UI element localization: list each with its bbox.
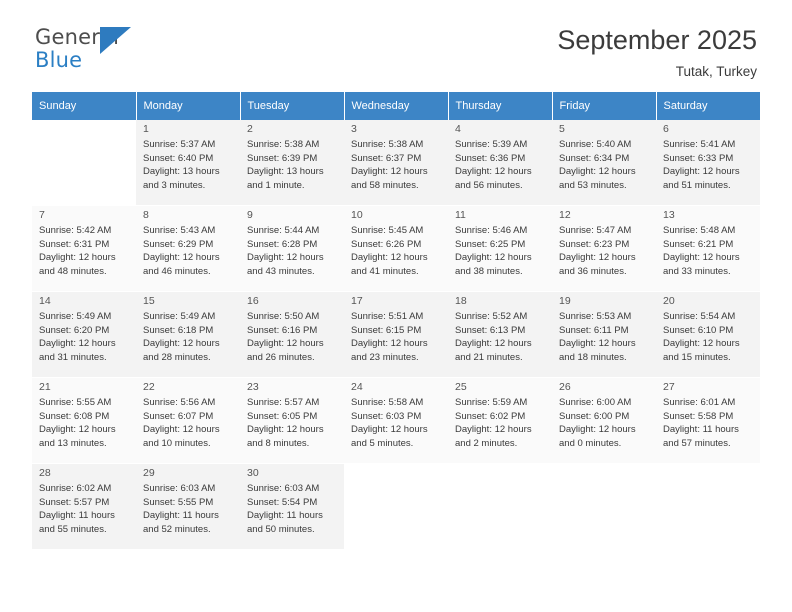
day-info-line: Sunrise: 5:43 AM [143, 225, 216, 237]
day-info [351, 224, 442, 278]
day-info-line: Daylight: 12 hours [351, 338, 428, 350]
day-info [39, 310, 130, 364]
day-info [247, 396, 338, 450]
day-info [351, 310, 442, 364]
day-info-line: and 15 minutes. [663, 351, 731, 363]
logo-text-general: General [35, 25, 120, 49]
day-number: 18 [455, 295, 467, 307]
calendar-empty-cell [32, 120, 136, 206]
day-info [559, 396, 650, 450]
day-number: 5 [559, 123, 565, 135]
day-info-line: Sunset: 6:34 PM [559, 152, 630, 164]
calendar-day-cell[interactable] [240, 464, 344, 550]
calendar-empty-cell [344, 464, 448, 550]
day-info-line: Sunrise: 5:44 AM [247, 225, 320, 237]
weekday-tuesday: Tuesday [240, 92, 344, 120]
day-info [663, 138, 754, 192]
day-info-line: and 43 minutes. [247, 265, 315, 277]
day-info-line: Sunrise: 6:00 AM [559, 397, 632, 409]
day-info-line: Sunrise: 5:41 AM [663, 139, 736, 151]
weekday-header-row [32, 92, 760, 120]
day-info-line: Sunrise: 5:59 AM [455, 397, 528, 409]
calendar-day-cell[interactable] [448, 120, 552, 206]
title-block [557, 24, 757, 82]
day-number: 22 [143, 381, 155, 393]
calendar-table [32, 92, 760, 550]
day-info-line: Sunrise: 5:38 AM [247, 139, 320, 151]
calendar-day-cell[interactable] [240, 378, 344, 464]
day-info-line: Sunset: 5:57 PM [39, 496, 110, 508]
day-number: 27 [663, 381, 675, 393]
day-info-line: and 1 minute. [247, 179, 305, 191]
day-number: 16 [247, 295, 259, 307]
day-info-line: and 13 minutes. [39, 437, 107, 449]
calendar-day-cell[interactable] [656, 292, 760, 378]
day-info-line: Sunset: 6:29 PM [143, 238, 214, 250]
day-info-line: Sunset: 6:40 PM [143, 152, 214, 164]
day-info-line: Sunrise: 5:55 AM [39, 397, 112, 409]
weekday-friday: Friday [552, 92, 656, 120]
day-info-line: Sunset: 6:11 PM [559, 324, 629, 336]
day-info-line: Sunset: 6:13 PM [455, 324, 526, 336]
day-info-line: and 51 minutes. [663, 179, 731, 191]
day-info-line: Daylight: 11 hours [663, 424, 739, 436]
day-info [247, 138, 338, 192]
day-info [39, 224, 130, 278]
day-info-line: Sunrise: 6:02 AM [39, 483, 112, 495]
page-title: September 2025 [557, 25, 757, 55]
day-info-line: Sunset: 6:07 PM [143, 410, 214, 422]
day-info [247, 224, 338, 278]
day-info-line: and 8 minutes. [247, 437, 310, 449]
day-info-line: and 23 minutes. [351, 351, 419, 363]
day-info-line: Sunrise: 5:52 AM [455, 311, 528, 323]
calendar-day-cell[interactable] [32, 464, 136, 550]
day-info-line: Daylight: 12 hours [559, 252, 636, 264]
calendar-day-cell[interactable] [136, 378, 240, 464]
day-info-line: Sunrise: 5:49 AM [39, 311, 112, 323]
day-info [663, 224, 754, 278]
day-info-line: Daylight: 12 hours [247, 424, 324, 436]
day-info-line: Daylight: 12 hours [559, 166, 636, 178]
calendar-day-cell[interactable] [448, 378, 552, 464]
day-info-line: and 53 minutes. [559, 179, 627, 191]
day-info-line: Sunset: 6:21 PM [663, 238, 734, 250]
day-info-line: Daylight: 12 hours [39, 338, 116, 350]
calendar-day-cell[interactable] [136, 206, 240, 292]
day-info-line: Sunset: 6:39 PM [247, 152, 318, 164]
day-info [143, 224, 234, 278]
day-info-line: Sunrise: 5:40 AM [559, 139, 632, 151]
day-number: 17 [351, 295, 363, 307]
day-info [455, 138, 546, 192]
day-number: 1 [143, 123, 149, 135]
day-number: 15 [143, 295, 155, 307]
calendar-empty-cell [656, 464, 760, 550]
day-info-line: Sunrise: 5:51 AM [351, 311, 424, 323]
calendar-empty-cell [448, 464, 552, 550]
day-info-line: Sunset: 6:10 PM [663, 324, 734, 336]
day-number: 24 [351, 381, 363, 393]
day-number: 6 [663, 123, 669, 135]
day-info [663, 396, 754, 450]
day-info-line: Daylight: 12 hours [351, 424, 428, 436]
day-info-line: Sunrise: 5:38 AM [351, 139, 424, 151]
day-info-line: Sunset: 5:58 PM [663, 410, 734, 422]
day-info-line: Daylight: 12 hours [663, 252, 740, 264]
day-info-line: Sunset: 6:33 PM [663, 152, 734, 164]
day-info-line: and 21 minutes. [455, 351, 523, 363]
calendar-day-cell[interactable] [656, 378, 760, 464]
day-number: 12 [559, 209, 571, 221]
day-info-line: Sunset: 6:00 PM [559, 410, 630, 422]
day-number: 20 [663, 295, 675, 307]
day-info-line: Sunset: 6:05 PM [247, 410, 318, 422]
day-info-line: Sunset: 6:28 PM [247, 238, 318, 250]
day-info-line: Daylight: 12 hours [247, 252, 324, 264]
day-number: 26 [559, 381, 571, 393]
calendar-day-cell[interactable] [240, 120, 344, 206]
day-info-line: Sunrise: 5:46 AM [455, 225, 528, 237]
day-number: 23 [247, 381, 259, 393]
day-info-line: and 52 minutes. [143, 523, 211, 535]
day-info-line: Sunset: 6:25 PM [455, 238, 526, 250]
calendar-week-row [32, 206, 760, 292]
day-info-line: Sunrise: 5:57 AM [247, 397, 320, 409]
day-info-line: and 18 minutes. [559, 351, 627, 363]
calendar-day-cell[interactable] [552, 120, 656, 206]
day-info-line: Sunrise: 5:58 AM [351, 397, 424, 409]
day-info [143, 138, 234, 192]
day-info-line: Daylight: 12 hours [455, 252, 532, 264]
day-info [559, 138, 650, 192]
day-info-line: Daylight: 12 hours [143, 338, 220, 350]
calendar-day-cell[interactable] [344, 206, 448, 292]
day-info-line: and 33 minutes. [663, 265, 731, 277]
calendar-day-cell[interactable] [552, 206, 656, 292]
calendar-day-cell[interactable] [656, 206, 760, 292]
day-info-line: and 46 minutes. [143, 265, 211, 277]
day-info-line: and 57 minutes. [663, 437, 731, 449]
day-number: 10 [351, 209, 363, 221]
day-number: 28 [39, 467, 51, 479]
calendar-day-cell[interactable] [32, 292, 136, 378]
weekday-monday: Monday [136, 92, 240, 120]
calendar-week-row [32, 378, 760, 464]
day-info [663, 310, 754, 364]
day-info-line: Sunrise: 5:37 AM [143, 139, 216, 151]
day-info-line: Sunrise: 5:54 AM [663, 311, 736, 323]
day-info-line: Sunrise: 5:50 AM [247, 311, 320, 323]
day-number: 14 [39, 295, 51, 307]
calendar-day-cell[interactable] [136, 120, 240, 206]
day-info-line: Daylight: 13 hours [247, 166, 324, 178]
logo-flag-icon [100, 27, 131, 54]
day-info-line: Sunset: 6:15 PM [351, 324, 422, 336]
day-info-line: Sunrise: 5:42 AM [39, 225, 112, 237]
calendar-day-cell[interactable] [32, 378, 136, 464]
day-info-line: Sunrise: 5:45 AM [351, 225, 424, 237]
day-info-line: Daylight: 12 hours [455, 424, 532, 436]
calendar-day-cell[interactable] [32, 206, 136, 292]
day-info-line: Daylight: 12 hours [663, 166, 740, 178]
day-number: 30 [247, 467, 259, 479]
calendar-day-cell[interactable] [344, 292, 448, 378]
day-info [143, 310, 234, 364]
day-info-line: Daylight: 13 hours [143, 166, 220, 178]
page-header [32, 0, 760, 92]
day-info-line: Sunset: 6:03 PM [351, 410, 422, 422]
day-info-line: Daylight: 12 hours [559, 338, 636, 350]
day-info-line: Sunset: 6:18 PM [143, 324, 214, 336]
day-info-line: and 48 minutes. [39, 265, 107, 277]
day-number: 11 [455, 209, 466, 221]
day-info-line: and 3 minutes. [143, 179, 206, 191]
day-info [455, 224, 546, 278]
calendar-day-cell[interactable] [136, 292, 240, 378]
calendar-day-cell[interactable] [448, 292, 552, 378]
day-number: 4 [455, 123, 461, 135]
day-number: 19 [559, 295, 571, 307]
page-subtitle: Tutak, Turkey [675, 64, 757, 79]
day-info [39, 396, 130, 450]
day-info-line: Daylight: 12 hours [247, 338, 324, 350]
day-number: 7 [39, 209, 45, 221]
logo-text-blue: Blue [35, 48, 83, 72]
day-info-line: and 55 minutes. [39, 523, 107, 535]
day-info-line: Sunrise: 6:01 AM [663, 397, 736, 409]
day-info-line: Sunset: 6:20 PM [39, 324, 110, 336]
day-info-line: Daylight: 12 hours [39, 424, 116, 436]
day-info [39, 482, 130, 536]
day-info-line: Sunset: 6:08 PM [39, 410, 110, 422]
day-info [247, 310, 338, 364]
day-number: 25 [455, 381, 467, 393]
calendar-day-cell[interactable] [448, 206, 552, 292]
day-info [351, 396, 442, 450]
day-info-line: Sunrise: 6:03 AM [247, 483, 320, 495]
calendar-body [32, 120, 760, 550]
weekday-sunday: Sunday [32, 92, 136, 120]
day-number: 13 [663, 209, 675, 221]
day-number: 29 [143, 467, 155, 479]
calendar-day-cell[interactable] [552, 378, 656, 464]
calendar-day-cell[interactable] [240, 206, 344, 292]
day-info-line: Daylight: 12 hours [663, 338, 740, 350]
day-info [351, 138, 442, 192]
day-info-line: and 31 minutes. [39, 351, 107, 363]
day-info [455, 396, 546, 450]
day-info-line: Daylight: 12 hours [143, 424, 220, 436]
day-info-line: and 0 minutes. [559, 437, 622, 449]
day-info-line: Sunrise: 5:53 AM [559, 311, 632, 323]
weekday-saturday: Saturday [656, 92, 760, 120]
day-info-line: and 28 minutes. [143, 351, 211, 363]
day-info-line: Sunrise: 5:39 AM [455, 139, 528, 151]
day-info [455, 310, 546, 364]
day-info-line: and 38 minutes. [455, 265, 523, 277]
day-info-line: Daylight: 12 hours [143, 252, 220, 264]
day-info-line: and 36 minutes. [559, 265, 627, 277]
calendar-day-cell[interactable] [552, 292, 656, 378]
day-info-line: Daylight: 12 hours [351, 252, 428, 264]
day-info-line: Daylight: 11 hours [143, 510, 219, 522]
day-info-line: and 26 minutes. [247, 351, 315, 363]
day-info-line: Sunset: 6:16 PM [247, 324, 318, 336]
day-info-line: Sunset: 6:23 PM [559, 238, 630, 250]
calendar-day-cell[interactable] [136, 464, 240, 550]
day-info [247, 482, 338, 536]
day-info-line: Sunset: 6:02 PM [455, 410, 526, 422]
day-info-line: Sunset: 5:55 PM [143, 496, 214, 508]
day-number: 21 [39, 381, 51, 393]
day-info-line: Daylight: 12 hours [559, 424, 636, 436]
day-info-line: Daylight: 12 hours [455, 166, 532, 178]
day-number: 9 [247, 209, 253, 221]
logo [35, 26, 215, 80]
day-info-line: and 2 minutes. [455, 437, 518, 449]
day-info [559, 224, 650, 278]
day-info-line: Sunrise: 5:48 AM [663, 225, 736, 237]
day-info-line: and 56 minutes. [455, 179, 523, 191]
day-info-line: Sunset: 5:54 PM [247, 496, 318, 508]
calendar-week-row [32, 464, 760, 550]
calendar-empty-cell [552, 464, 656, 550]
day-info-line: and 50 minutes. [247, 523, 315, 535]
day-info-line: Daylight: 11 hours [39, 510, 115, 522]
day-info-line: Daylight: 12 hours [351, 166, 428, 178]
weekday-wednesday: Wednesday [344, 92, 448, 120]
day-info-line: and 58 minutes. [351, 179, 419, 191]
calendar-day-cell[interactable] [344, 120, 448, 206]
day-info-line: Sunset: 6:31 PM [39, 238, 110, 250]
day-info-line: Sunset: 6:26 PM [351, 238, 422, 250]
day-info-line: Daylight: 12 hours [39, 252, 116, 264]
day-info [143, 396, 234, 450]
day-number: 3 [351, 123, 357, 135]
calendar-week-row [32, 120, 760, 206]
day-info-line: Sunrise: 5:47 AM [559, 225, 632, 237]
day-info-line: Daylight: 11 hours [247, 510, 323, 522]
calendar-day-cell[interactable] [344, 378, 448, 464]
day-info-line: Sunrise: 5:56 AM [143, 397, 216, 409]
day-info [143, 482, 234, 536]
calendar-day-cell[interactable] [656, 120, 760, 206]
day-info-line: and 41 minutes. [351, 265, 419, 277]
day-info-line: and 5 minutes. [351, 437, 414, 449]
day-info-line: Sunset: 6:36 PM [455, 152, 526, 164]
day-info-line: Sunset: 6:37 PM [351, 152, 422, 164]
day-number: 2 [247, 123, 253, 135]
day-info-line: and 10 minutes. [143, 437, 211, 449]
day-info-line: Sunrise: 6:03 AM [143, 483, 216, 495]
day-info-line: Daylight: 12 hours [455, 338, 532, 350]
weekday-thursday: Thursday [448, 92, 552, 120]
day-info [559, 310, 650, 364]
day-info-line: Sunrise: 5:49 AM [143, 311, 216, 323]
calendar-day-cell[interactable] [240, 292, 344, 378]
calendar-week-row [32, 292, 760, 378]
day-number: 8 [143, 209, 149, 221]
